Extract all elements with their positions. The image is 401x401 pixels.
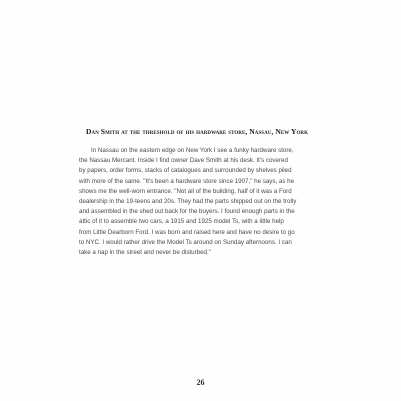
section-heading: Dan Smith at the threshold of his hardware store, Nassau, New York [86,127,309,136]
paragraph-line: dealership in the 19-teens and 20s. They had the parts shipped out on the trolly [79,198,297,206]
paragraph-line: the Nassau Mercant. Inside I find owner Dave Smith at his desk. It's covered [79,157,288,165]
paragraph-line: with more of the same. "It's been a hardware store since 1907," he says, as he [79,177,295,185]
paragraph-line: take a nap in the street and never be disturbed." [79,249,211,257]
paragraph-line: by papers, order forms, stacks of catalogues and surrounded by shelves piled [79,167,292,175]
paragraph-line: to NYC. I would rather drive the Model Ts around on Sunday afternoons. I can [79,238,292,246]
paragraph-line: attic of it to assemble two cars, a 1915 and 1925 model Ts, with a little help [79,218,284,226]
body-paragraph [79,146,323,258]
paragraph-line: and assembled in the shed out back for the buyers. I found enough parts in the [79,208,295,216]
page-number: 26 [196,378,205,387]
paragraph-line: shows me the well-worn entrance. "Not all of the building, half of it was a Ford [79,187,292,195]
paragraph-line: from Little Dearborn Ford. I was born and raised here and have no desire to go [79,228,295,236]
paragraph-line: In Nassau on the eastern edge on New York I see a funky hardware store, [91,147,294,154]
